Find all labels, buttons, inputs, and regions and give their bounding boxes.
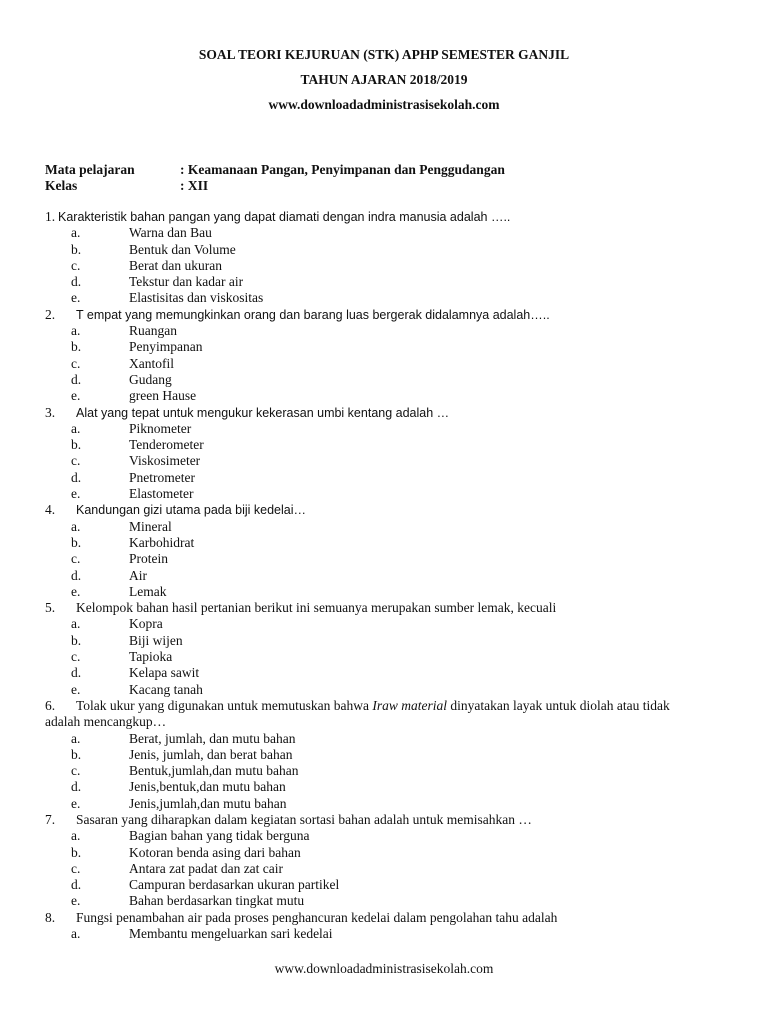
- option-letter: a.: [71, 225, 81, 241]
- option-letter: d.: [71, 274, 82, 290]
- option: [45, 861, 735, 877]
- option-text: Tapioka: [129, 649, 173, 665]
- option-letter: b.: [71, 241, 82, 257]
- option-text: Tekstur dan kadar air: [129, 274, 244, 290]
- option: [45, 682, 735, 698]
- option-text: Tenderometer: [129, 437, 204, 453]
- option-letter: d.: [71, 877, 82, 893]
- option-letter: d.: [71, 469, 82, 485]
- question-number: 6.: [45, 697, 56, 713]
- option-letter: a.: [71, 828, 81, 844]
- option-text: Jenis,bentuk,dan mutu bahan: [129, 779, 286, 795]
- question-text: Sasaran yang diharapkan dalam kegiatan sortasi bahan adalah untuk memisahkan …: [76, 811, 532, 827]
- option: [45, 356, 735, 372]
- option-text: Mineral: [129, 518, 172, 534]
- option-letter: e.: [71, 893, 81, 909]
- option: [45, 731, 735, 747]
- subject-label: Mata pelajaran: [45, 162, 135, 177]
- option-letter: c.: [71, 649, 81, 665]
- option-letter: b.: [71, 844, 82, 860]
- option: [45, 437, 735, 453]
- option: [45, 421, 735, 437]
- option-text: Viskosimeter: [129, 453, 201, 469]
- option-text: Berat, jumlah, dan mutu bahan: [129, 730, 296, 746]
- option: [45, 584, 735, 600]
- option-text: Jenis,jumlah,dan mutu bahan: [129, 795, 287, 811]
- option-text: Piknometer: [129, 420, 192, 436]
- option-letter: a.: [71, 323, 81, 339]
- option-text: Kotoran benda asing dari bahan: [129, 844, 301, 860]
- option-letter: b.: [71, 746, 82, 762]
- option-letter: e.: [71, 486, 81, 502]
- footer-website: www.downloadadministrasisekolah.com: [274, 961, 494, 976]
- option: [45, 763, 735, 779]
- option-text: Penyimpanan: [129, 339, 203, 355]
- option-letter: c.: [71, 257, 81, 273]
- option-text: Ruangan: [129, 323, 177, 339]
- option-text: Campuran berdasarkan ukuran partikel: [129, 877, 340, 893]
- option-letter: b.: [71, 437, 82, 453]
- option-letter: a.: [71, 730, 81, 746]
- option-letter: c.: [71, 551, 81, 567]
- option-letter: c.: [71, 763, 81, 779]
- question-text: Kelompok bahan hasil pertanian berikut ini semuanya merupakan sumber lemak, kecuali: [76, 600, 557, 616]
- option-text: Jenis, jumlah, dan berat bahan: [129, 746, 293, 762]
- option-text: Antara zat padat dan zat cair: [129, 860, 284, 876]
- option-letter: e.: [71, 795, 81, 811]
- option-letter: d.: [71, 665, 82, 681]
- option-letter: d.: [71, 567, 82, 583]
- option: [45, 828, 735, 844]
- question-number: 2.: [45, 306, 56, 322]
- question-number: 4.: [45, 502, 56, 518]
- option-letter: e.: [71, 681, 81, 697]
- option-letter: e.: [71, 388, 81, 404]
- option: [45, 633, 735, 649]
- question-8: [45, 910, 735, 943]
- question-text: Kandungan gizi utama pada biji kedelai…: [76, 503, 307, 518]
- option-text: Kacang tanah: [129, 681, 203, 697]
- option: [45, 665, 735, 681]
- option-letter: a.: [71, 420, 81, 436]
- question-2: [45, 307, 735, 405]
- option: [45, 893, 735, 909]
- option: [45, 779, 735, 795]
- option: [45, 339, 735, 355]
- option: [45, 649, 735, 665]
- question-7: [45, 812, 735, 910]
- header-website: www.downloadadministrasisekolah.com: [268, 97, 500, 112]
- option-text: Protein: [129, 551, 168, 567]
- class-row: [45, 178, 505, 194]
- option: [45, 470, 735, 486]
- option: [45, 535, 735, 551]
- option-text: Elastisitas dan viskositas: [129, 290, 264, 306]
- option-text: Bahan berdasarkan tingkat mutu: [129, 893, 305, 909]
- option: [45, 568, 735, 584]
- option: [45, 242, 735, 258]
- option-text: green Hause: [129, 388, 197, 404]
- option: [45, 290, 735, 306]
- option: [45, 372, 735, 388]
- subject-row: [45, 162, 505, 178]
- question-6: [45, 698, 735, 812]
- option-text: Kelapa sawit: [129, 665, 200, 681]
- document-title: SOAL TEORI KEJURUAN (STK) APHP SEMESTER GANJIL: [198, 47, 570, 62]
- question-list: [45, 209, 735, 942]
- question-1: [45, 209, 735, 307]
- subject-value: : Keamanaan Pangan, Penyimpanan dan Penggudangan: [180, 162, 505, 177]
- option: [45, 323, 735, 339]
- option-letter: d.: [71, 779, 82, 795]
- option-text: Kopra: [129, 616, 163, 632]
- option: [45, 551, 735, 567]
- option-letter: e.: [71, 290, 81, 306]
- question-text: Fungsi penambahan air pada proses penghancuran kedelai dalam pengolahan tahu adalah: [76, 909, 558, 925]
- option: [45, 747, 735, 763]
- option-letter: c.: [71, 355, 81, 371]
- option-letter: d.: [71, 371, 82, 387]
- class-label: Kelas: [45, 178, 78, 193]
- option: [45, 258, 735, 274]
- option-letter: a.: [71, 926, 81, 942]
- question-number: 1.: [45, 209, 56, 224]
- question-5: [45, 600, 735, 698]
- italic-term: Iraw material: [372, 697, 448, 713]
- question-number: 5.: [45, 600, 56, 616]
- option-text: Bagian bahan yang tidak berguna: [129, 828, 310, 844]
- question-number: 7.: [45, 811, 56, 827]
- option-text: Berat dan ukuran: [129, 257, 222, 273]
- question-text: Tolak ukur yang digunakan untuk memutuskan bahwa Iraw material dinyatakan layak untuk diolah atau tidak: [76, 697, 670, 713]
- option-text: Air: [129, 567, 147, 583]
- option-letter: a.: [71, 616, 81, 632]
- option-text: Pnetrometer: [129, 469, 195, 485]
- option-letter: b.: [71, 534, 82, 550]
- option-text: Xantofil: [129, 355, 174, 371]
- question-number: 3.: [45, 404, 56, 420]
- option: [45, 877, 735, 893]
- option: [45, 796, 735, 812]
- option-text: Lemak: [129, 583, 167, 599]
- option-text: Warna dan Bau: [129, 225, 212, 241]
- option-text: Gudang: [129, 371, 172, 387]
- question-4: [45, 502, 735, 600]
- option: [45, 388, 735, 404]
- option-letter: c.: [71, 453, 81, 469]
- question-number: 8.: [45, 909, 56, 925]
- option-text: Biji wijen: [129, 632, 183, 648]
- option-letter: b.: [71, 632, 82, 648]
- option-text: Elastometer: [129, 486, 194, 502]
- option: [45, 845, 735, 861]
- option: [45, 486, 735, 502]
- question-text: Alat yang tepat untuk mengukur kekerasan umbi kentang adalah …: [76, 405, 450, 420]
- option-text: Bentuk,jumlah,dan mutu bahan: [129, 763, 299, 779]
- question-text: Karakteristik bahan pangan yang dapat diamati dengan indra manusia adalah …..: [58, 210, 511, 224]
- option-letter: b.: [71, 339, 82, 355]
- question-text: T empat yang memungkinkan orang dan barang luas bergerak didalamnya adalah…..: [76, 307, 550, 322]
- class-value: : XII: [180, 178, 209, 193]
- option: [45, 274, 735, 290]
- question-text-continued: adalah mencangkup…: [45, 714, 167, 730]
- option: [45, 616, 735, 632]
- question-3: [45, 405, 735, 503]
- option-text: Membantu mengeluarkan sari kedelai: [129, 926, 333, 942]
- option-letter: a.: [71, 518, 81, 534]
- subject-info: [45, 162, 505, 194]
- option-letter: c.: [71, 860, 81, 876]
- academic-year: TAHUN AJARAN 2018/2019: [300, 72, 468, 87]
- document-header: [0, 46, 768, 121]
- option: [45, 225, 735, 241]
- option: [45, 926, 735, 942]
- option-text: Bentuk dan Volume: [129, 241, 236, 257]
- option-letter: e.: [71, 583, 81, 599]
- option: [45, 453, 735, 469]
- option: [45, 519, 735, 535]
- option-text: Karbohidrat: [129, 534, 195, 550]
